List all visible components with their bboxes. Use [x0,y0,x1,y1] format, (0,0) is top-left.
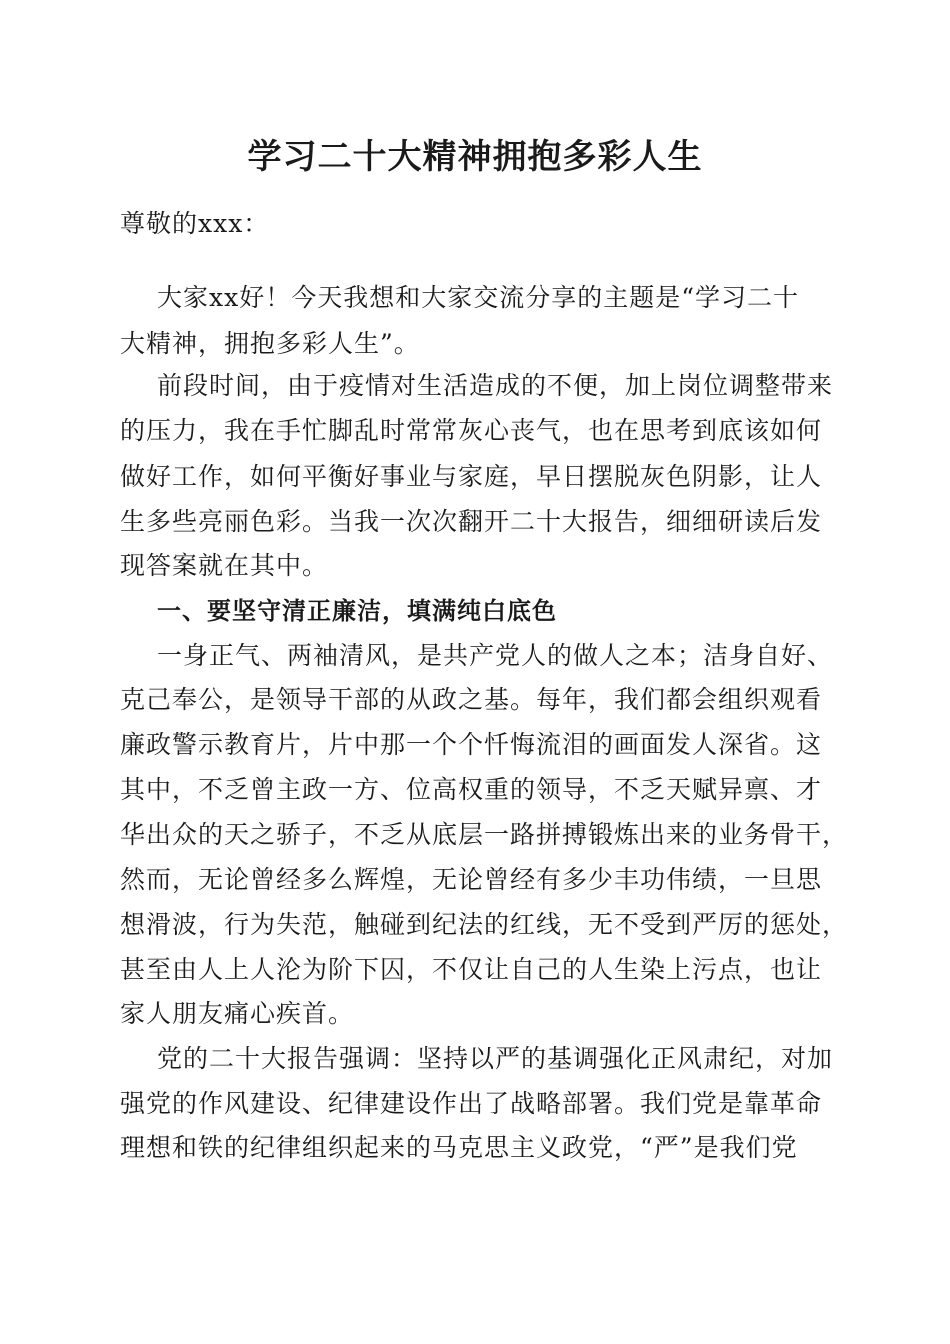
paragraph-line: 想滑波，行为失范，触碰到纪法的红线，无不受到严厉的惩处， [120,910,849,939]
paragraph-line: 的压力，我在手忙脚乱时常常灰心丧气，也在思考到底该如何 [120,416,823,445]
paragraph-line: 理想和铁的纪律组织起来的马克思主义政党，“严”是我们党 [120,1133,798,1162]
paragraph-line: 大精神，拥抱多彩人生”。 [120,329,420,358]
paragraph-line: 现答案就在其中。 [120,551,329,580]
paragraph-line: 家人朋友痛心疾首。 [120,999,355,1028]
paragraph-line: 前段时间，由于疫情对生活造成的不便，加上岗位调整带来 [157,371,834,400]
paragraph-line: 大家xx好！今天我想和大家交流分享的主题是“学习二十 [157,283,799,312]
paragraph-line: 然而，无论曾经多么辉煌，无论曾经有多少丰功伟绩，一旦思 [120,865,823,894]
paragraph-line: 其中，不乏曾主政一方、位高权重的领导，不乏天赋异禀、才 [120,775,823,804]
paragraph-line: 强党的作风建设、纪律建设作出了战略部署。我们党是靠革命 [120,1089,823,1118]
document-title: 学习二十大精神拥抱多彩人生 [247,137,703,177]
paragraph-line: 一身正气、两袖清风，是共产党人的做人之本；洁身自好、 [157,641,834,670]
paragraph-line: 克己奉公，是领导干部的从政之基。每年，我们都会组织观看 [120,685,823,714]
paragraph-line: 廉政警示教育片，片中那一个个忏悔流泪的画面发人深省。这 [120,730,823,759]
paragraph-line: 甚至由人上人沦为阶下囚，不仅让自己的人生染上污点，也让 [120,955,823,984]
paragraph-line: 华出众的天之骄子，不乏从底层一路拼搏锻炼出来的业务骨干， [120,820,849,849]
salutation: 尊敬的xxx： [120,209,270,238]
paragraph-line: 生多些亮丽色彩。当我一次次翻开二十大报告，细细研读后发 [120,507,823,536]
paragraph-line: 党的二十大报告强调：坚持以严的基调强化正风肃纪，对加 [157,1044,834,1073]
paragraph-line: 做好工作，如何平衡好事业与家庭，早日摆脱灰色阴影，让人 [120,462,823,491]
section-heading: 一、要坚守清正廉洁，填满纯白底色 [157,597,557,625]
